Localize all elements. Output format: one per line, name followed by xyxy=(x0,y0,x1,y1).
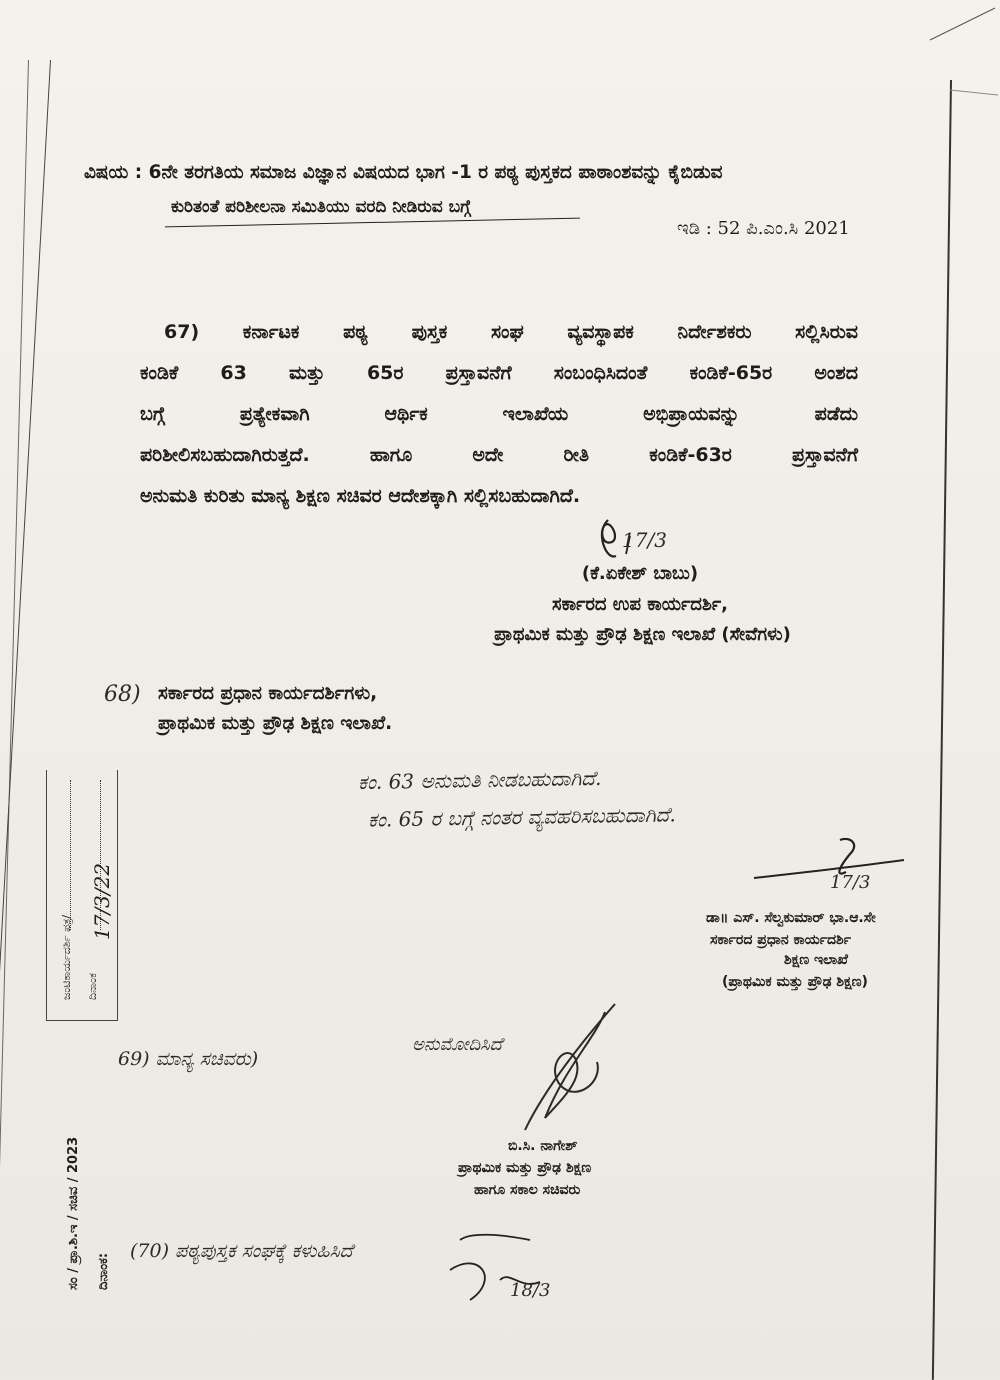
subject-text-2: ಕುರಿತಂತೆ ಪರಿಶೀಲನಾ ಸಮಿತಿಯು ವರದಿ ನೀಡಿರುವ ಬಗ್ಗೆ xyxy=(171,197,471,217)
signatory-title-69-1: ಪ್ರಾಥಮಿಕ ಮತ್ತು ಪ್ರೌಢ ಶಿಕ್ಷಣ xyxy=(458,1160,592,1176)
signature-date-70: 18/3 xyxy=(510,1280,551,1301)
signature-nagesh xyxy=(505,998,635,1138)
stamp-dotted-line xyxy=(100,780,101,930)
signatory-name-68: ಡಾ॥ ಎಸ್. ಸೆಲ್ವಕುಮಾರ್ ಭಾ.ಆ.ಸೇ xyxy=(706,910,876,926)
note-67-paragraph xyxy=(140,312,858,517)
stamp-side-date: ದಿನಾಂಕ: xyxy=(96,1252,111,1290)
signatory-title-68: ಸರ್ಕಾರದ ಪ್ರಧಾನ ಕಾರ್ಯದರ್ಶಿ xyxy=(710,932,851,948)
note-68-addressee-2: ಪ್ರಾಥಮಿಕ ಮತ್ತು ಪ್ರೌಢ ಶಿಕ್ಷಣ ಇಲಾಖೆ. xyxy=(158,713,393,734)
note-67-line: ಅನುಮತಿ ಕುರಿತು ಮಾನ್ಯ ಶಿಕ್ಷಣ ಸಚಿವರ ಆದೇಶಕ್ಕಾಗಿ ಸಲ್ಲಿಸಬಹುದಾಗಿದೆ. xyxy=(140,485,581,507)
signatory-dept-68-1: ಶಿಕ್ಷಣ ಇಲಾಖೆ xyxy=(784,952,848,968)
signatory-name-67: (ಕೆ.ಏಕೇಶ್ ಬಾಬು) xyxy=(581,563,699,584)
note-68-hand-line-1: ಕಂ. 63 ಅನುಮತಿ ನೀಡಬಹುದಾಗಿದೆ. xyxy=(357,765,602,795)
note-67-line: 67) ಕರ್ನಾಟಕ ಪಠ್ಯ ಪುಸ್ತಕ ಸಂಘ ವ್ಯವಸ್ಥಾಪಕ ನಿರ್ದೇಶಕರು ಸಲ್ಲಿಸಿರುವ xyxy=(164,321,858,343)
note-67-line: ಬಗ್ಗೆ ಪ್ರತ್ಯೇಕವಾಗಿ ಆರ್ಥಿಕ ಇಲಾಖೆಯ ಅಭಿಪ್ರಾಯವನ್ನು ಪಡೆದು xyxy=(140,403,858,425)
note-68-number: 68) xyxy=(104,682,141,707)
margin-line xyxy=(0,60,51,1358)
subject-text-1: 6ನೇ ತರಗತಿಯ ಸಮಾಜ ವಿಜ್ಞಾನ ವಿಷಯದ ಭಾಗ -1 ರ ಪಠ್ಯ ಪುಸ್ತಕದ ಪಾಠಾಂಶವನ್ನು ಕೈಬಿಡುವ xyxy=(148,162,723,183)
signatory-dept-68-2: (ಪ್ರಾಥಮಿಕ ಮತ್ತು ಪ್ರೌಢ ಶಿಕ್ಷಣ) xyxy=(722,974,868,990)
note-68-hand-line-2: ಕಂ. 65 ರ ಬಗ್ಗೆ ನಂತರ ವ್ಯವಹರಿಸಬಹುದಾಗಿದೆ. xyxy=(367,802,676,832)
subject-label: ವಿಷಯ : xyxy=(84,162,143,183)
note-69-approval: ಅನುಮೋದಿಸಿದೆ xyxy=(412,1034,503,1055)
signatory-name-69: ಬಿ.ಸಿ. ನಾಗೇಶ್ xyxy=(508,1138,578,1154)
note-70-hand-line: (70) ಪಠ್ಯಪುಸ್ತಕ ಸಂಘಕ್ಕೆ ಕಳುಹಿಸಿದೆ xyxy=(130,1240,353,1262)
signatory-title-69-2: ಹಾಗೂ ಸಕಾಲ ಸಚಿವರು xyxy=(474,1182,581,1198)
file-number: ಇಡಿ : 52 ಪಿ.ಎಂ.ಸಿ 2021 xyxy=(677,218,850,239)
signatory-title-67: ಸರ್ಕಾರದ ಉಪ ಕಾರ್ಯದರ್ಶಿ, xyxy=(552,594,728,615)
signature-date-68: 17/3 xyxy=(830,872,871,893)
corner-fold xyxy=(900,0,1000,120)
stamp-side-number: ಸಂ / ಪ್ರಾ.ಶಿ.ಇ / ಸಚಿವ / 2023 xyxy=(66,1136,81,1290)
note-67-line: ಪರಿಶೀಲಿಸಬಹುದಾಗಿರುತ್ತದೆ. ಹಾಗೂ ಅದೇ ರೀತಿ ಕಂಡಿಕೆ-63ರ ಪ್ರಸ್ತಾವನೆಗೆ xyxy=(140,444,858,466)
note-67-line: ಕಂಡಿಕೆ 63 ಮತ್ತು 65ರ ಪ್ರಸ್ತಾವನೆಗೆ ಸಂಬಂಧಿಸಿದಂತೆ ಕಂಡಿಕೆ-65ರ ಅಂಶದ xyxy=(140,362,858,384)
stamp-line-2: ದಿನಾಂಕ xyxy=(86,973,99,1000)
signatory-dept-67: ಪ್ರಾಥಮಿಕ ಮತ್ತು ಪ್ರೌಢ ಶಿಕ್ಷಣ ಇಲಾಖೆ (ಸೇವೆಗಳು) xyxy=(494,624,791,645)
stamp-line-1: ಜಂಟಿಕಾರ್ಯದರ್ಶಿ ಪತ್ರ/ xyxy=(60,914,73,1000)
signature-date-67: 17/3 xyxy=(622,528,667,552)
subject-underline xyxy=(165,218,580,228)
margin-line-outer xyxy=(0,60,29,1370)
page-right-edge xyxy=(932,80,952,1380)
note-69-hand-line: 69) ಮಾನ್ಯ ಸಚಿವರು) xyxy=(118,1048,259,1070)
stamp-dotted-line xyxy=(70,780,71,930)
stamp-date: 17/3/22 xyxy=(90,862,114,940)
subject-line-1 xyxy=(84,162,723,183)
note-68-addressee-1: ಸರ್ಕಾರದ ಪ್ರಧಾನ ಕಾರ್ಯದರ್ಶಿಗಳು, xyxy=(158,683,378,704)
